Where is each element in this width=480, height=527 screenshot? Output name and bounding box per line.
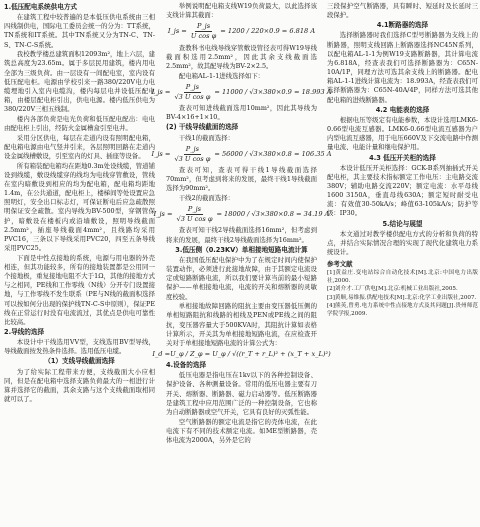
equation-denominator: √3 U cos φ <box>174 92 211 101</box>
paragraph: 配电箱AL-1-1进线选择如下： <box>178 71 265 80</box>
equation <box>166 22 317 41</box>
paragraph: 为了给实际工程带来方便，支线截面大小应相同，但是在配电箱中选择支路负荷最大的一相进行计算并选择它的截面，其余支路与这个支线截面取相同就可以了。 <box>4 367 155 404</box>
paragraph: 查教科书电线导线穿管敷设管径表可得W19导线截面积选用2.5mm²，因此其余支线截面选2.5mm²，故其配导线为BV-2×2.5。 <box>166 43 317 70</box>
reference-item: [1]黄益庄.变电站综合自动化技术[M].北京:中国电力出版社,2000. <box>327 270 478 285</box>
equation-rhs: = 11000 / √3×380×0.9 = 18.993 A <box>214 87 332 96</box>
paragraph: 干线2的截面选择： <box>178 193 234 202</box>
equation-denominator: √3 U cos φ <box>176 215 213 224</box>
column-3 <box>327 2 478 319</box>
reference-item: [2]刘介才.工厂供电[M].北京:机械工业出版社,2005. <box>327 286 458 293</box>
subsection-heading: (2) 干线导线截面的选择 <box>166 123 239 132</box>
equation-fraction <box>175 205 215 224</box>
equation <box>153 205 330 224</box>
paragraph: 低压电器是指电压在1kv以下的各种控制设备、保护设备、各种测量设备。常用的低压电器主要有刀开关、熔断器、断路器、磁力启动器等。低压断路器是建筑工程中应用范围广泛的一种控制设备，它也称为自动断路器或空气开关，它具有良好的灭弧性能。 <box>166 371 317 416</box>
paragraph: 楼内各部负荷是电光负荷和低压配电配出：电电由配电柜上引出，经防火金属槽盒引至电井。 <box>4 114 155 133</box>
equation-numerator: P_js <box>195 22 212 32</box>
equation-lhs: I_d = <box>152 349 171 358</box>
paragraph: 根据电压等级定有电能参数，本设计选用LMK6-0.66型电流互感器。LMK6-0.66型电流互感器为户内型电流互感器，用于电压660V及下交流电路中作测量电流、电能计量和继电保护用。 <box>327 115 479 152</box>
references-heading: 参考文献 <box>327 260 353 269</box>
equation-denominator: √3 U cos φ <box>174 154 211 163</box>
equation-fraction <box>172 83 212 102</box>
equation-fraction <box>172 145 212 164</box>
paragraph: 本设计中干线选用VV型，支线选用BV型导线，导线截面按发热条件选择。选用低压电缆。 <box>4 338 155 356</box>
paragraph: 本文通过对教学楼供配电方式的分析和负荷的特点，并结合实际情况合理的实现了现代化建筑电力系统设计。 <box>327 229 478 257</box>
paragraph: 在建筑工程中较普遍的是本低压供电系统由三相四线制供电，国际电工委员会统一的分为：TT系统，TN系统和IT系统。其中TN系统又分为TN-C、TN-S、TN-C-S系统。 <box>4 13 155 49</box>
column-2 <box>151 2 332 446</box>
equation-numerator: P_js <box>186 205 203 215</box>
equation-lhs: I_js = <box>167 27 187 36</box>
paragraph: 我校教学楼总建筑面积12093m²，地上六层，建筑总高度为23.65m。属于多层民用建筑，楼内用电全部为三级负荷。由一层设有一间配电室，室内设有低压配电柜。电源由学校引来一路380/220V电力电缆埋地引入室内电缆沟，楼内每层电井设低压配电箱，由楼层配电柜引出，供电电源。楼内低压供电为380/220V三相五线制。 <box>4 50 155 114</box>
paragraph: 单相接地故障回路的阻抗主要由变压器低压侧的单相短路阻抗和线路的相线及PEN或PE线之间的阻抗，变压器容量大于500KVA时，其阻抗计算如表格计算所示，开关其为单相接地短路电流，在应检查开关对于单相接地短路电流的计算公式为： <box>166 302 317 347</box>
column-1 <box>4 2 155 405</box>
paragraph: 查表可知进线截面选用10mm²，因此其导线为BV-4×16+1×10。 <box>166 104 317 122</box>
section-heading: 2.导线的选择 <box>4 327 45 336</box>
paragraph: 查表可知干线2导线截面选择16mm²，但考虑到将来的发展，最终干线2导线截面选择为16mm²。 <box>166 226 317 244</box>
reference-item: [3]黄顺,易维振.供配电技术[M].北京:化学工业出版社,2007. <box>327 294 477 301</box>
subsection-heading: 4.3 低压开关柜的选择 <box>369 153 436 162</box>
section-heading: 4.设备的选择 <box>166 361 207 370</box>
equation-lhs: I_js = <box>151 149 171 158</box>
equation <box>152 349 331 359</box>
section-heading: 5.结论与展望 <box>382 219 423 228</box>
paragraph: 采用分区供电，每层在走道内设有照明配电箱，配电箱电源由电气竖井引来，各层照明回路在走道内设金属线槽敷设，引至室内的灯具、插座等设备。 <box>4 133 155 160</box>
paragraph: 所有箱装配电箱均在距地0.3m处设线缆，管道铺设到线缆，敷设线缆穿的线均为电线穿管敷设，管线在室内暗敷设到相应的均为配电箱，配电箱均距地1.4m，在公共通道，配电柜上，楼梯间等处设置应急照明灯，安全出口标志灯，可保证断电后应急疏散照明保证安全疏散。室内导线为BV-500型，穿钢管保护，暗敷设在楼板内或沿墙敷设，照明导线截面2.5mm²，插座导线截面4mm²，且线路均采用PVC16，三条以下导线采用PVC20，四至五条导线采用PVC25。 <box>4 161 155 253</box>
equation-lhs: I_js = <box>151 87 171 96</box>
equation-lhs: I_js = <box>153 210 173 219</box>
paragraph: 在我国低压配电保护中为了在规定时间内使保护装置动作，必须进行此接地故障，由于其额定电流设定或短路断路电流，所以我们要计算当前的最小短路保护——单相接地电流，电流的开关和熔断器的灵敏度校验。 <box>166 255 317 301</box>
equation-rhs: = 18000 / √3×380×0.8 = 34.19 A <box>216 210 330 219</box>
section-heading: 1.低压配电系统供电方式 <box>4 3 78 11</box>
paragraph: 空气断路器的额定电流是指它的壳体电流，在此电流下有不同的技术额定电流。如ME型断路器，壳体电流为2000A，另外是它的 <box>166 417 317 444</box>
equation <box>151 144 332 164</box>
equation-rhs: = 56000 / √3×380×0.8 = 106.35 A <box>214 149 332 158</box>
section-heading: 3.低压侧（0.23KV）单相接地短路电流计算 <box>175 245 308 254</box>
subsection-heading: 4.2 电能表的选择 <box>375 105 430 114</box>
subsection-heading: 4.1断路器的选择 <box>376 21 429 30</box>
paragraph: 下面是中性点接地的系统，电源与用电器的外壳相连，但其功能较多，所有的接地装置都是公用同一个接地极，重复接地电阻不大于1Ω，其他的接地方式与之相同，PE线和工作零线（N线）分开专门设置接地，与工作零线不发生联系（PE与N线的截面积选择可以按如何分出现的保护线TN-C-S中原则），保证PE线在正常运行时没有电流流过，其优点是供电可靠性比较高。 <box>4 253 155 326</box>
equation <box>151 82 332 102</box>
paragraph: 查表可知，查表可得干线1导线截面选择70mm²，但考虑到将来的发展，最终干线1导线截面选择为90mm²。 <box>166 166 317 193</box>
paragraph: 干线1的截面选择： <box>178 133 234 142</box>
equation-numerator: P_js <box>184 145 201 155</box>
subsection-heading: （1）支线导线截面选择 <box>44 357 115 366</box>
paragraph: 选择断路器时我们选择C型号断路器为支线上的断路器，照明支线回路上断路器选择NC45N系列，以配电箱AL-1-1为例W19支路断路器，其计算电流为6.818A，经查表我们可选择断路器为：C65N-10A/1P，同理方法可选其余支线上的断路器。配电箱AL-1-1进线计算电流为：18.993A，经查表我们可选择断路器为：C65N-40A/4P，同样方法可选其他配电箱的进线断路器。 <box>327 31 478 104</box>
equation-rhs: = 1200 / 220×0.9 = 6.818 A <box>220 27 316 36</box>
paragraph: 举例说明配电箱支线W19负荷最大，以此选择该支线计算其截面： <box>166 2 317 20</box>
paragraph: 本设计低压开关柜选择：GCK-B系列抽插式开关配电柜，其主要技术指标额定工作电压：主电路交流380V；辅助电路交流220V；额定电流：水平母线1600 3150A，垂直母线630A；额定短时耐受电流：有效值30-50kA/s；峰值63-105kA/s；防护等级：IP30。 <box>327 163 478 218</box>
equation-numerator: P_js <box>184 83 201 93</box>
equation-fraction <box>189 22 218 41</box>
paragraph: 三段保护空气断路器，具有瞬时、短延时及长延时三段保护。 <box>327 2 478 20</box>
equation-rhs: U_φ / Z_φ = U_φ / √((r_T + r_L)² + (x_T + x_L)²) <box>170 349 331 358</box>
equation-denominator: U cos φ <box>190 32 217 41</box>
reference-item: [4]熊英,曾勇.电力系统中性点接地方式及其问题[J].贵州师范学院学报,2009. <box>327 303 478 317</box>
